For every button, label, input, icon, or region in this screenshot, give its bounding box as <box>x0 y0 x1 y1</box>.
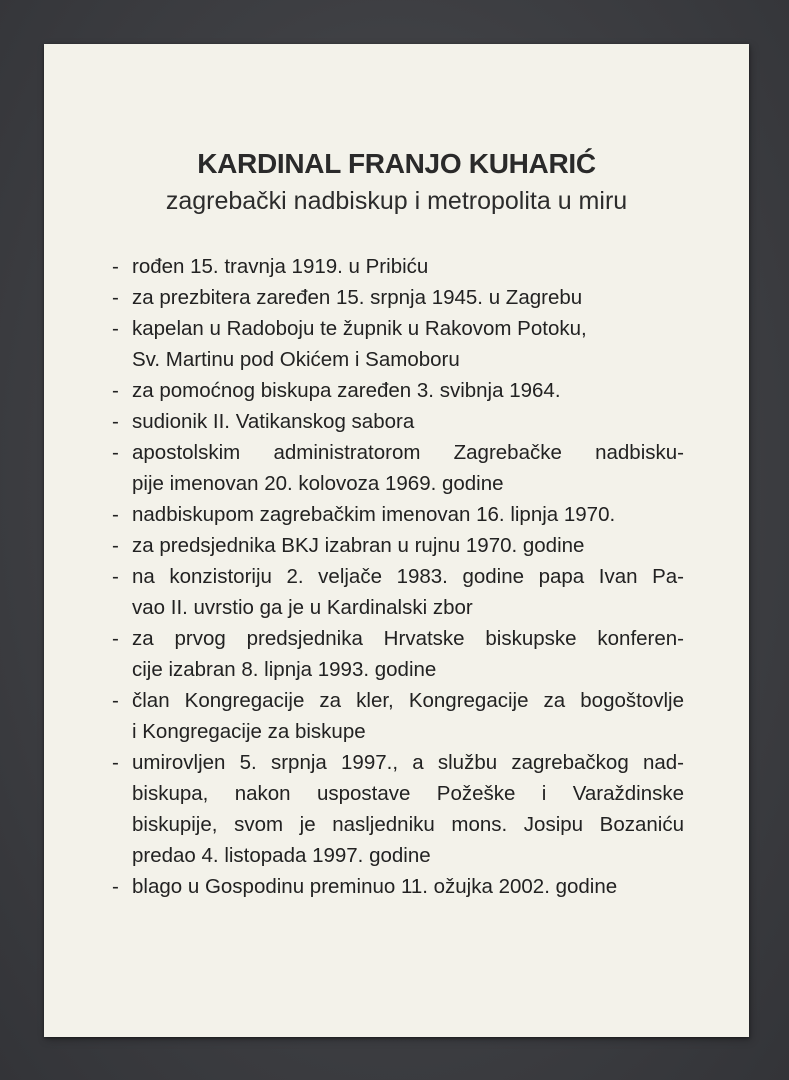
list-item-line: - za prezbitera zaređen 15. srpnja 1945. u Zagrebu <box>132 286 583 309</box>
list-item-line: - umirovljen 5. srpnja 1997., a službu zagrebačkog nad- <box>132 751 684 774</box>
list-item <box>112 406 684 437</box>
list-item <box>112 499 684 530</box>
list-item <box>112 747 684 871</box>
memorial-card <box>44 44 749 1037</box>
list-item-line: Sv. Martinu pod Okićem i Samoboru <box>132 348 460 371</box>
list-item-line: i Kongregacije za biskupe <box>132 720 366 743</box>
list-item-line: predao 4. listopada 1997. godine <box>132 844 431 867</box>
list-item <box>112 375 684 406</box>
list-item-line: - rođen 15. travnja 1919. u Pribiću <box>132 255 429 278</box>
list-item <box>112 561 684 623</box>
list-item <box>112 251 684 282</box>
list-item-line: - kapelan u Radoboju te župnik u Rakovom Potoku, <box>132 317 587 340</box>
list-item-line: vao II. uvrstio ga je u Kardinalski zbor <box>132 596 473 619</box>
list-item <box>112 623 684 685</box>
biography-list <box>112 251 684 902</box>
list-item-line: - za prvog predsjednika Hrvatske biskupske konferen- <box>132 627 684 650</box>
list-item-line: - nadbiskupom zagrebačkim imenovan 16. lipnja 1970. <box>132 503 616 526</box>
list-item <box>112 313 684 375</box>
list-item-line: - blago u Gospodinu preminuo 11. ožujka 2002. godine <box>132 875 618 898</box>
list-item-line: - sudionik II. Vatikanskog sabora <box>132 410 415 433</box>
list-item-line: - apostolskim administratorom Zagrebačke nadbisku- <box>132 441 684 464</box>
list-item-line: - član Kongregacije za kler, Kongregacije za bogoštovlje <box>132 689 684 712</box>
list-item-line: - na konzistoriju 2. veljače 1983. godine papa Ivan Pa- <box>132 565 684 588</box>
list-item <box>112 282 684 313</box>
list-item-line: biskupije, svom je nasljedniku mons. Josipu Bozaniću <box>132 813 684 836</box>
list-item <box>112 871 684 902</box>
list-item-line: - za predsjednika BKJ izabran u rujnu 1970. godine <box>132 534 585 557</box>
list-item-line: biskupa, nakon uspostave Požeške i Varaždinske <box>132 782 684 805</box>
list-item <box>112 685 684 747</box>
list-item-line: pije imenovan 20. kolovoza 1969. godine <box>132 472 504 495</box>
card-title: KARDINAL FRANJO KUHARIĆ <box>197 148 596 179</box>
list-item-line: cije izabran 8. lipnja 1993. godine <box>132 658 437 681</box>
list-item <box>112 437 684 499</box>
list-item <box>112 530 684 561</box>
card-subtitle: zagrebački nadbiskup i metropolita u miru <box>165 187 628 215</box>
list-item-line: - za pomoćnog biskupa zaređen 3. svibnja 1964. <box>132 379 561 402</box>
